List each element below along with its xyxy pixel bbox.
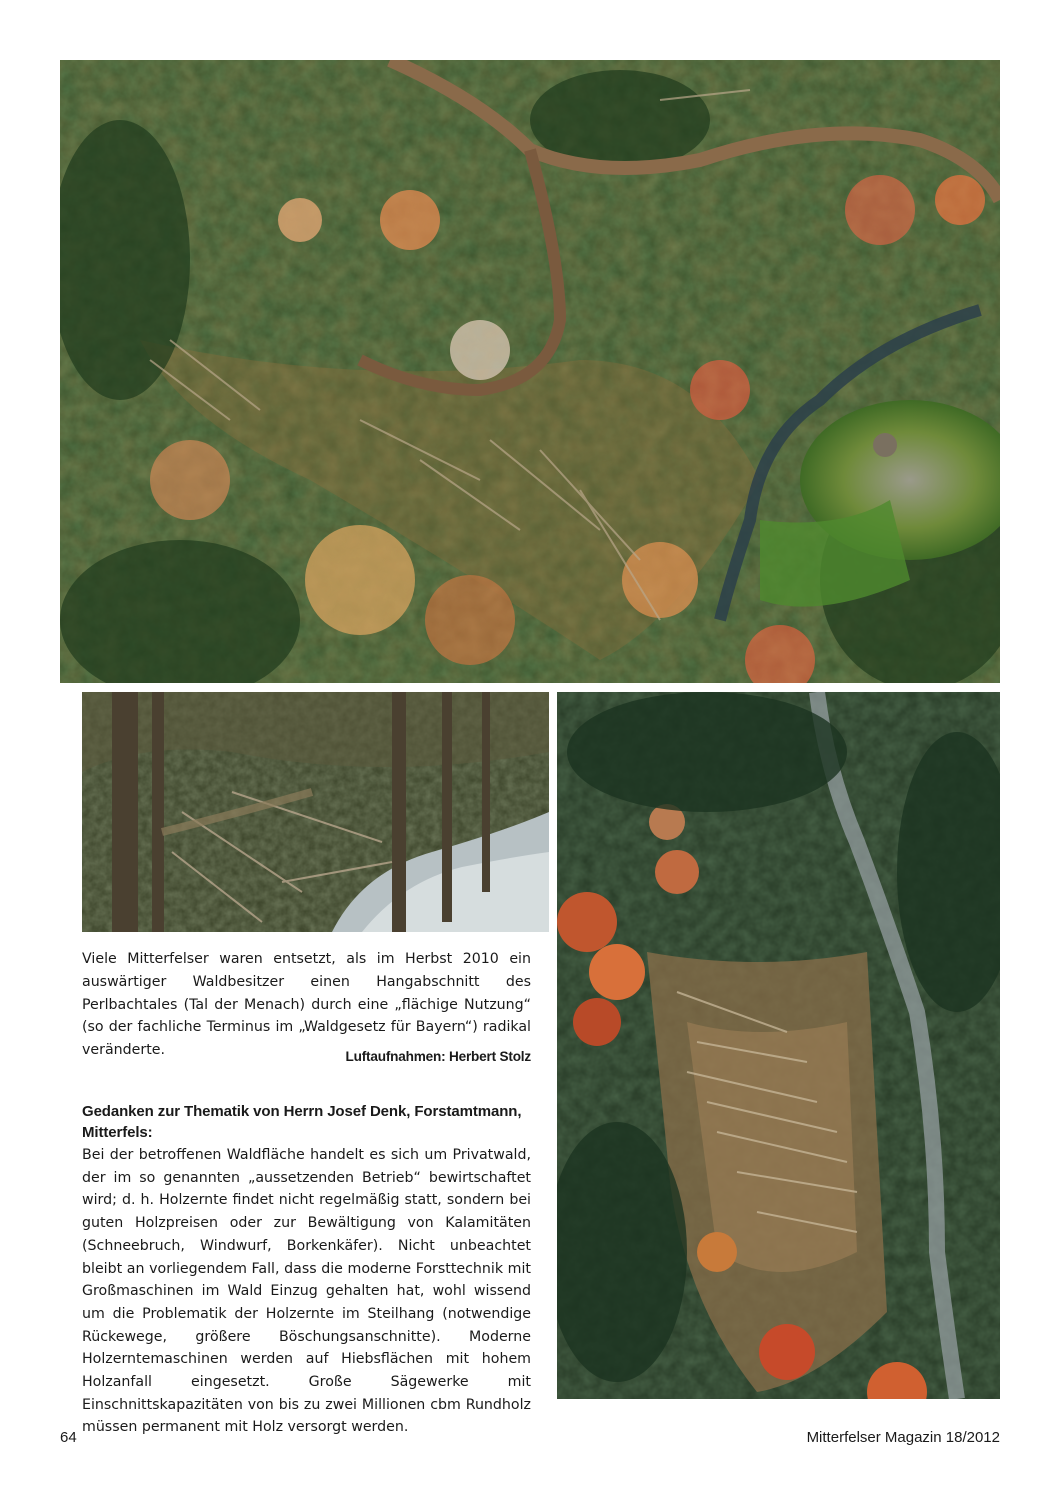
- magazine-title: Mitterfelser Magazin 18/2012: [806, 1429, 1000, 1446]
- aerial-photo-forest-road-image: [60, 60, 1000, 683]
- photo-credit: Luftaufnahmen: Herbert Stolz: [345, 1049, 531, 1064]
- article-heading: Gedanken zur Thematik von Herrn Josef Denk, Forstamtmann, Mitterfels:: [82, 1103, 522, 1141]
- photo-caption: Viele Mitterfelser waren entsetzt, als im Herbst 2010 ein auswärtiger Waldbesitzer einen Hangabschnitt des Perlbachtales (Tal der Menach) durch eine „flächige Nutzung“ (so der fachliche Terminus im „Waldgesetz für Bayern“) radikal veränderte.: [82, 951, 531, 1059]
- photo-stream-felled-trees-image: [82, 692, 549, 932]
- aerial-photo-forest-road: [60, 60, 1000, 683]
- aerial-photo-valley-image: [557, 692, 1000, 1399]
- page-number: 64: [60, 1429, 77, 1446]
- article-body: Bei der betroffenen Waldfläche handelt es sich um Privatwald, der im so genannten „aussetzenden Betrieb“ bewirtschaftet wird; d. h. Holzernte findet nicht regelmäßig statt, sondern bei guten Holzpreisen oder zur Bewältigung von Kalamitäten (Schneebruch, Windwurf, Borkenkäfer). Nicht unbeachtet bleibt an vorliegendem Fall, dass die moderne Forsttechnik mit Großmaschinen im Wald Einzug gehalten hat, wohl wissend um die Problematik der Holzernte im Steilhang (notwendige Rückewege, größere Böschungsanschnitte). Moderne Holzerntemaschinen werden auf Hiebsflächen mit hohem Holzanfall eingesetzt. Große Sägewerke mit Einschnittskapazitäten von bis zu zwei Millionen cbm Rundholz müssen permanent mit Holz versorgt werden.: [82, 1147, 531, 1436]
- photo-stream-felled-trees: [82, 692, 549, 932]
- aerial-photo-valley: [557, 692, 1000, 1399]
